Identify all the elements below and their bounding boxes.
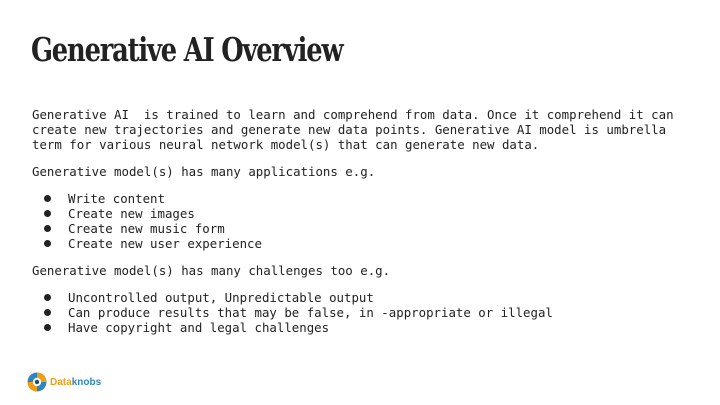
list-item — [32, 305, 692, 320]
challenges-heading: Generative model(s) has many challenges too e.g. — [32, 263, 391, 278]
bullet-icon — [44, 324, 51, 331]
bullet-icon — [44, 294, 51, 301]
applications-heading: Generative model(s) has many applications e.g. — [32, 164, 376, 179]
bullet-icon — [44, 309, 51, 316]
bullet-icon — [44, 195, 51, 202]
dataknobs-logo-icon — [27, 372, 47, 392]
list-item-text: Uncontrolled output, Unpredictable output — [68, 290, 374, 305]
bullet-icon — [44, 225, 51, 232]
logo-text — [50, 377, 101, 388]
bullet-icon — [44, 210, 51, 217]
intro-paragraph: Generative AI is trained to learn and comprehend from data. Once it comprehend it can create new trajectories and generate new data points. Generative AI model is umbrella term for various neural network model(s) that can generate new data. — [32, 107, 682, 152]
bullet-icon — [44, 240, 51, 247]
list-item — [32, 191, 692, 206]
list-item — [32, 206, 692, 221]
logo-text-data: Data — [50, 376, 72, 388]
list-item — [32, 221, 692, 236]
slide-content — [32, 107, 692, 335]
list-item-text: Create new user experience — [68, 236, 262, 251]
list-item — [32, 290, 692, 305]
list-item-text: Create new music form — [68, 221, 225, 236]
list-item-text: Write content — [68, 191, 165, 206]
list-item-text: Can produce results that may be false, in -appropriate or illegal — [68, 305, 553, 320]
list-item — [32, 320, 692, 335]
slide-title: Generative AI Overview — [31, 30, 343, 69]
applications-list — [32, 191, 692, 251]
dataknobs-logo — [27, 372, 101, 392]
list-item — [32, 236, 692, 251]
challenges-list — [32, 290, 692, 335]
list-item-text: Create new images — [68, 206, 195, 221]
logo-text-knobs: knobs — [71, 376, 102, 388]
list-item-text: Have copyright and legal challenges — [68, 320, 330, 335]
